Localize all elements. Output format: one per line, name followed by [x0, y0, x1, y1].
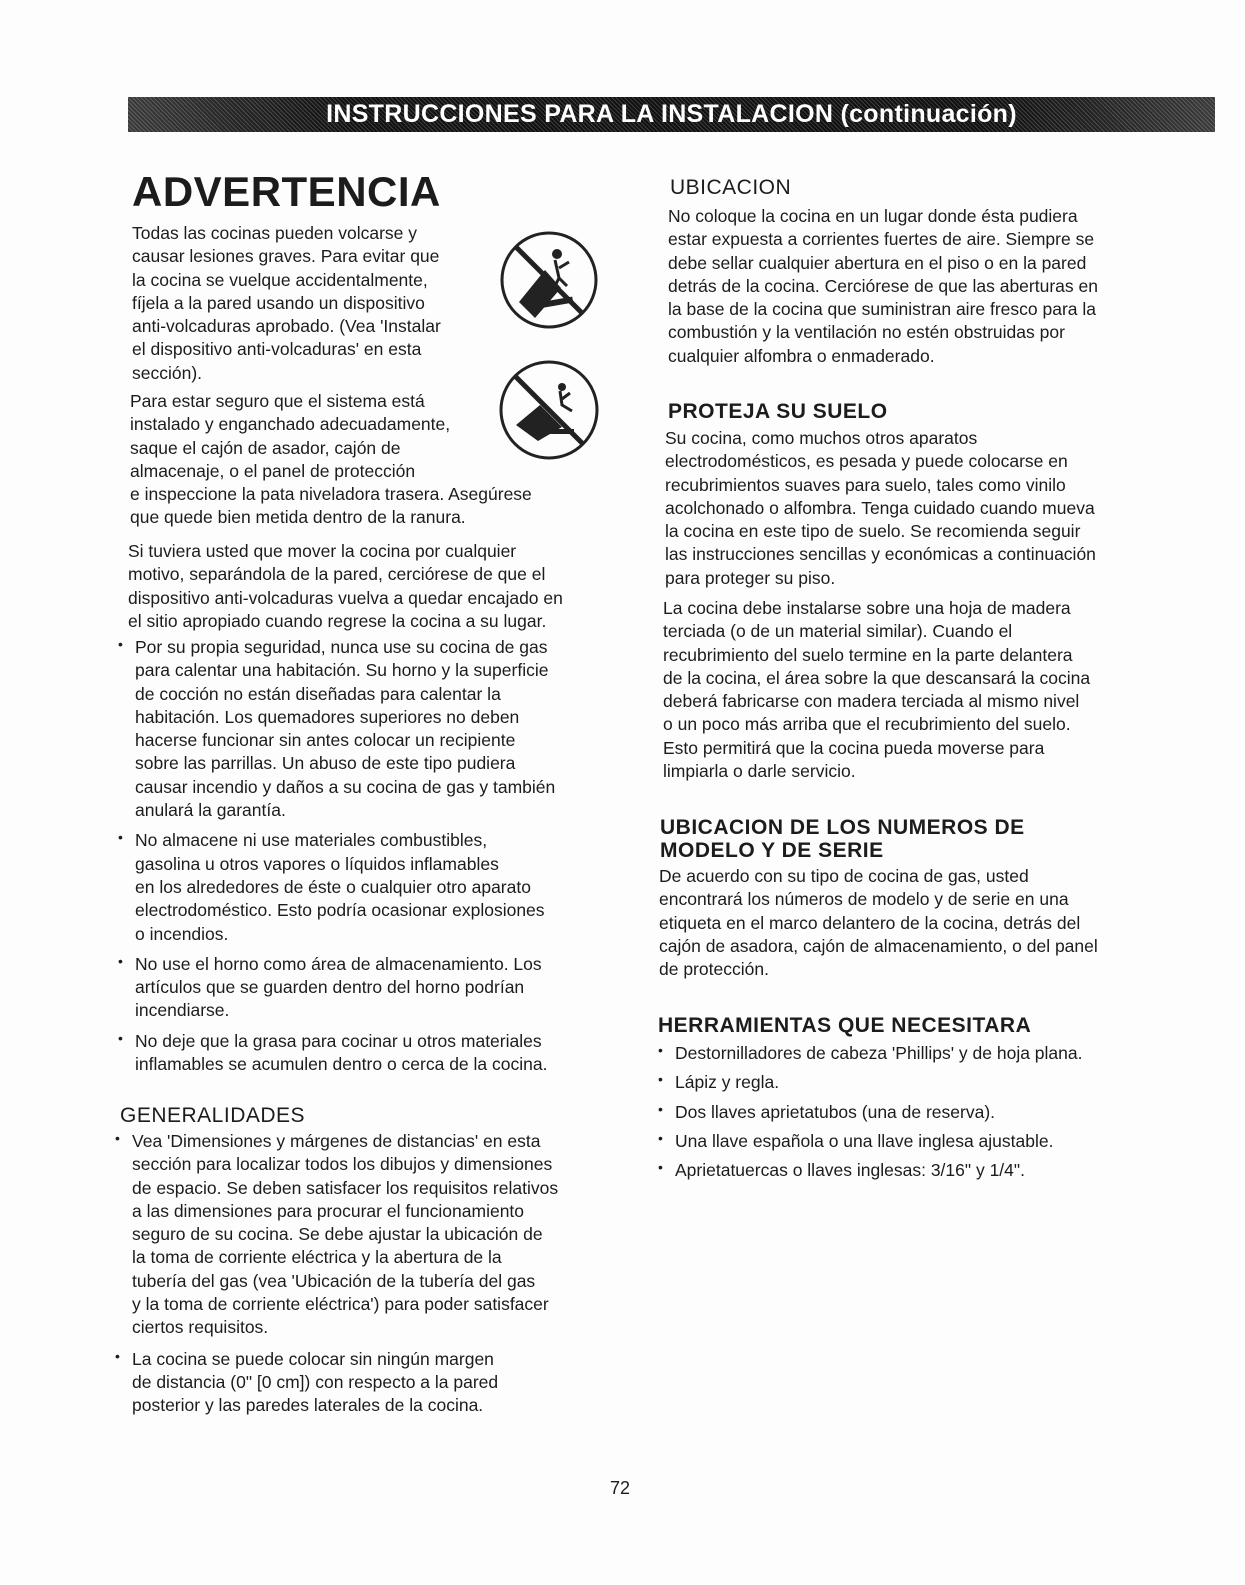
tip-over-warning-icon — [496, 355, 602, 465]
tip-over-warning-icon — [497, 226, 601, 334]
text-line: electrodoméstico. Esto podría ocasionar explosiones — [135, 900, 545, 921]
text-line: • Lápiz y regla. — [675, 1072, 780, 1093]
text-line: artículos que se guarden dentro del horno podrían — [135, 977, 525, 998]
text-line: La cocina debe instalarse sobre una hoja de madera — [663, 598, 1071, 618]
warning-bullet-list — [118, 636, 555, 1076]
text-line: incendiarse. — [135, 1000, 230, 1021]
bullet-item — [115, 1348, 558, 1418]
text-line: la base de la cocina que suministran aire fresco para la — [668, 299, 1097, 320]
text-line: el dispositivo anti-volcaduras' en esta — [132, 339, 422, 360]
text-line: No coloque la cocina en un lugar donde ésta pudiera — [668, 206, 1078, 226]
proteja-paragraph-2 — [663, 597, 1090, 783]
bullet-item — [118, 829, 555, 945]
page-number: 72 — [609, 1478, 631, 1498]
text-line: • Aprietatuercas o llaves inglesas: 3/16" y 1/4". — [675, 1160, 1025, 1181]
text-line: sección). — [132, 362, 203, 383]
text-line: electrodomésticos, es pesada y puede colocarse en — [665, 451, 1068, 472]
text-line: instalado y enganchado adecuadamente, — [130, 414, 451, 435]
text-line: sección para localizar todos los dibujos y dimensiones — [132, 1154, 553, 1175]
text-line: causar lesiones graves. Para evitar que — [132, 246, 440, 267]
text-line: hacerse funcionar sin antes colocar un recipiente — [135, 730, 516, 751]
text-line: el sitio apropiado cuando regrese la cocina a su lugar. — [128, 610, 547, 631]
bullet-item — [658, 1130, 1082, 1153]
banner-title: INSTRUCCIONES PARA LA INSTALACION (continuación) — [326, 100, 1017, 128]
text-line: recubrimiento del suelo termine en la parte delantera — [663, 644, 1073, 665]
ubicacion-title: UBICACION — [670, 176, 792, 199]
text-line: recubrimientos suaves para suelo, tales como vinilo — [665, 474, 1066, 495]
bullet-item — [658, 1042, 1082, 1065]
proteja-paragraph-1 — [665, 427, 1096, 590]
modelo-paragraph — [659, 865, 1098, 981]
text-line: o un poco más arriba que el recubrimiento del suelo. — [663, 714, 1071, 735]
text-line: deberá fabricarse con madera terciada al mismo nivel — [663, 691, 1080, 712]
text-line: o incendios. — [135, 923, 229, 944]
text-line: encontrará los números de modelo y de serie en una — [659, 889, 1069, 910]
bullet-item — [658, 1071, 1082, 1094]
text-line: limpiarla o darle servicio. — [663, 761, 856, 782]
text-line: • Vea 'Dimensiones y márgenes de distancias' en esta — [132, 1131, 541, 1151]
section-banner — [128, 97, 1215, 132]
general-title: GENERALIDADES — [120, 1104, 306, 1127]
text-line: Esto permitirá que la cocina pueda moverse para — [663, 737, 1045, 758]
text-line: • Por su propia seguridad, nunca use su cocina de gas — [135, 637, 548, 657]
text-line: la cocina se vuelque accidentalmente, — [132, 269, 428, 290]
text-line: gasolina u otros vapores o líquidos inflamables — [135, 853, 499, 874]
text-line: inflamables se acumulen dentro o cerca de la cocina. — [135, 1054, 548, 1075]
bullet-item — [115, 1130, 558, 1340]
herramientas-title: HERRAMIENTAS QUE NECESITARA — [658, 1014, 1032, 1037]
text-line: dispositivo anti-volcaduras vuelva a quedar encajado en — [128, 587, 563, 608]
text-line: Si tuviera usted que mover la cocina por cualquier — [128, 541, 517, 561]
text-line: posterior y las paredes laterales de la cocina. — [132, 1395, 484, 1416]
text-line: la cocina en este tipo de suelo. Se recomienda seguir — [665, 521, 1081, 542]
bullet-item — [658, 1101, 1082, 1124]
text-line: cajón de asadora, cajón de almacenamiento, o del panel — [659, 935, 1098, 956]
ubicacion-paragraph — [668, 205, 1098, 368]
text-line: detrás de la cocina. Cerciórese de que las aberturas en — [668, 275, 1098, 296]
text-line: Su cocina, como muchos otros aparatos — [665, 428, 978, 448]
warning-paragraph-3 — [128, 540, 563, 633]
text-line: causar incendio y daños a su cocina de gas y también — [135, 776, 556, 797]
text-line: acolchonado o alfombra. Tenga cuidado cuando mueva — [665, 497, 1095, 518]
bullet-item — [118, 1030, 555, 1077]
text-line: saque el cajón de asador, cajón de — [130, 437, 401, 458]
warning-title: ADVERTENCIA — [132, 168, 441, 215]
text-line: estar expuesta a corrientes fuertes de aire. Siempre se — [668, 229, 1095, 250]
text-line: ciertos requisitos. — [132, 1317, 269, 1338]
text-line: combustión y la ventilación no estén obstruidas por — [668, 322, 1065, 343]
general-bullet-list — [115, 1130, 558, 1418]
bullet-item — [658, 1159, 1082, 1182]
text-line: • No deje que la grasa para cocinar u otros materiales — [135, 1030, 542, 1051]
text-line: de la cocina, el área sobre la que descansará la cocina — [663, 667, 1091, 688]
text-line: • No use el horno como área de almacenamiento. Los — [135, 953, 542, 974]
tools-list — [658, 1042, 1082, 1182]
text-line: motivo, separándola de la pared, cerciórese de que el — [128, 564, 546, 585]
text-line: seguro de su cocina. Se debe ajustar la ubicación de — [132, 1224, 543, 1245]
text-line: de protección. — [659, 959, 769, 980]
text-line: • Dos llaves aprietatubos (una de reserva). — [675, 1101, 996, 1122]
text-line: de espacio. Se deben satisfacer los requisitos relativos — [132, 1177, 559, 1198]
text-line: cualquier alfombra o enmaderado. — [668, 345, 935, 366]
text-line: etiqueta en el marco delantero de la cocina, detrás del — [659, 912, 1081, 933]
text-line: que quede bien metida dentro de la ranura. — [130, 507, 466, 528]
text-line: Para estar seguro que el sistema está — [130, 391, 425, 411]
text-line: las instrucciones sencillas y económicas a continuación — [665, 544, 1096, 565]
text-line: y la toma de corriente eléctrica') para poder satisfacer — [132, 1294, 549, 1315]
text-line: a las dimensiones para procurar el funcionamiento — [132, 1200, 525, 1221]
text-line: de cocción no están diseñadas para calentar la — [135, 683, 501, 704]
text-line: De acuerdo con su tipo de cocina de gas, usted — [659, 866, 1029, 886]
text-line: tubería del gas (vea 'Ubicación de la tubería del gas — [132, 1270, 536, 1291]
text-line: anti-volcaduras aprobado. (Vea 'Instalar — [132, 316, 441, 337]
warning-paragraph-2 — [130, 390, 532, 530]
modelo-title-line-2: MODELO Y DE SERIE — [660, 839, 884, 862]
text-line: terciada (o de un material similar). Cuando el — [663, 621, 1013, 642]
text-line: • La cocina se puede colocar sin ningún margen — [132, 1348, 494, 1369]
text-line: Todas las cocinas pueden volcarse y — [132, 223, 418, 243]
warning-paragraph-1 — [132, 222, 441, 385]
text-line: para proteger su piso. — [665, 567, 836, 588]
bullet-item — [118, 636, 555, 822]
text-line: de distancia (0" [0 cm]) con respecto a la pared — [132, 1371, 499, 1392]
text-line: e inspeccione la pata niveladora trasera. Asegúrese — [130, 484, 532, 505]
bullet-item — [118, 953, 555, 1023]
text-line: • No almacene ni use materiales combustibles, — [135, 830, 488, 851]
text-line: • Una llave española o una llave inglesa ajustable. — [675, 1130, 1054, 1151]
text-line: la toma de corriente eléctrica y la abertura de la — [132, 1247, 502, 1268]
text-line: debe sellar cualquier abertura en el piso o en la pared — [668, 252, 1087, 273]
modelo-title-line-1: UBICACION DE LOS NUMEROS DE — [660, 816, 1025, 839]
text-line: • Destornilladores de cabeza 'Phillips' y de hoja plana. — [675, 1043, 1083, 1063]
text-line: en los alrededores de éste o cualquier otro aparato — [135, 876, 531, 897]
text-line: anulará la garantía. — [135, 800, 286, 821]
text-line: fíjela a la pared usando un dispositivo — [132, 292, 425, 313]
text-line: almacenaje, o el panel de protección — [130, 460, 416, 481]
text-line: para calentar una habitación. Su horno y la superficie — [135, 660, 549, 681]
proteja-title: PROTEJA SU SUELO — [668, 400, 888, 423]
text-line: habitación. Los quemadores superiores no deben — [135, 706, 520, 727]
text-line: sobre las parrillas. Un abuso de este tipo pudiera — [135, 753, 516, 774]
